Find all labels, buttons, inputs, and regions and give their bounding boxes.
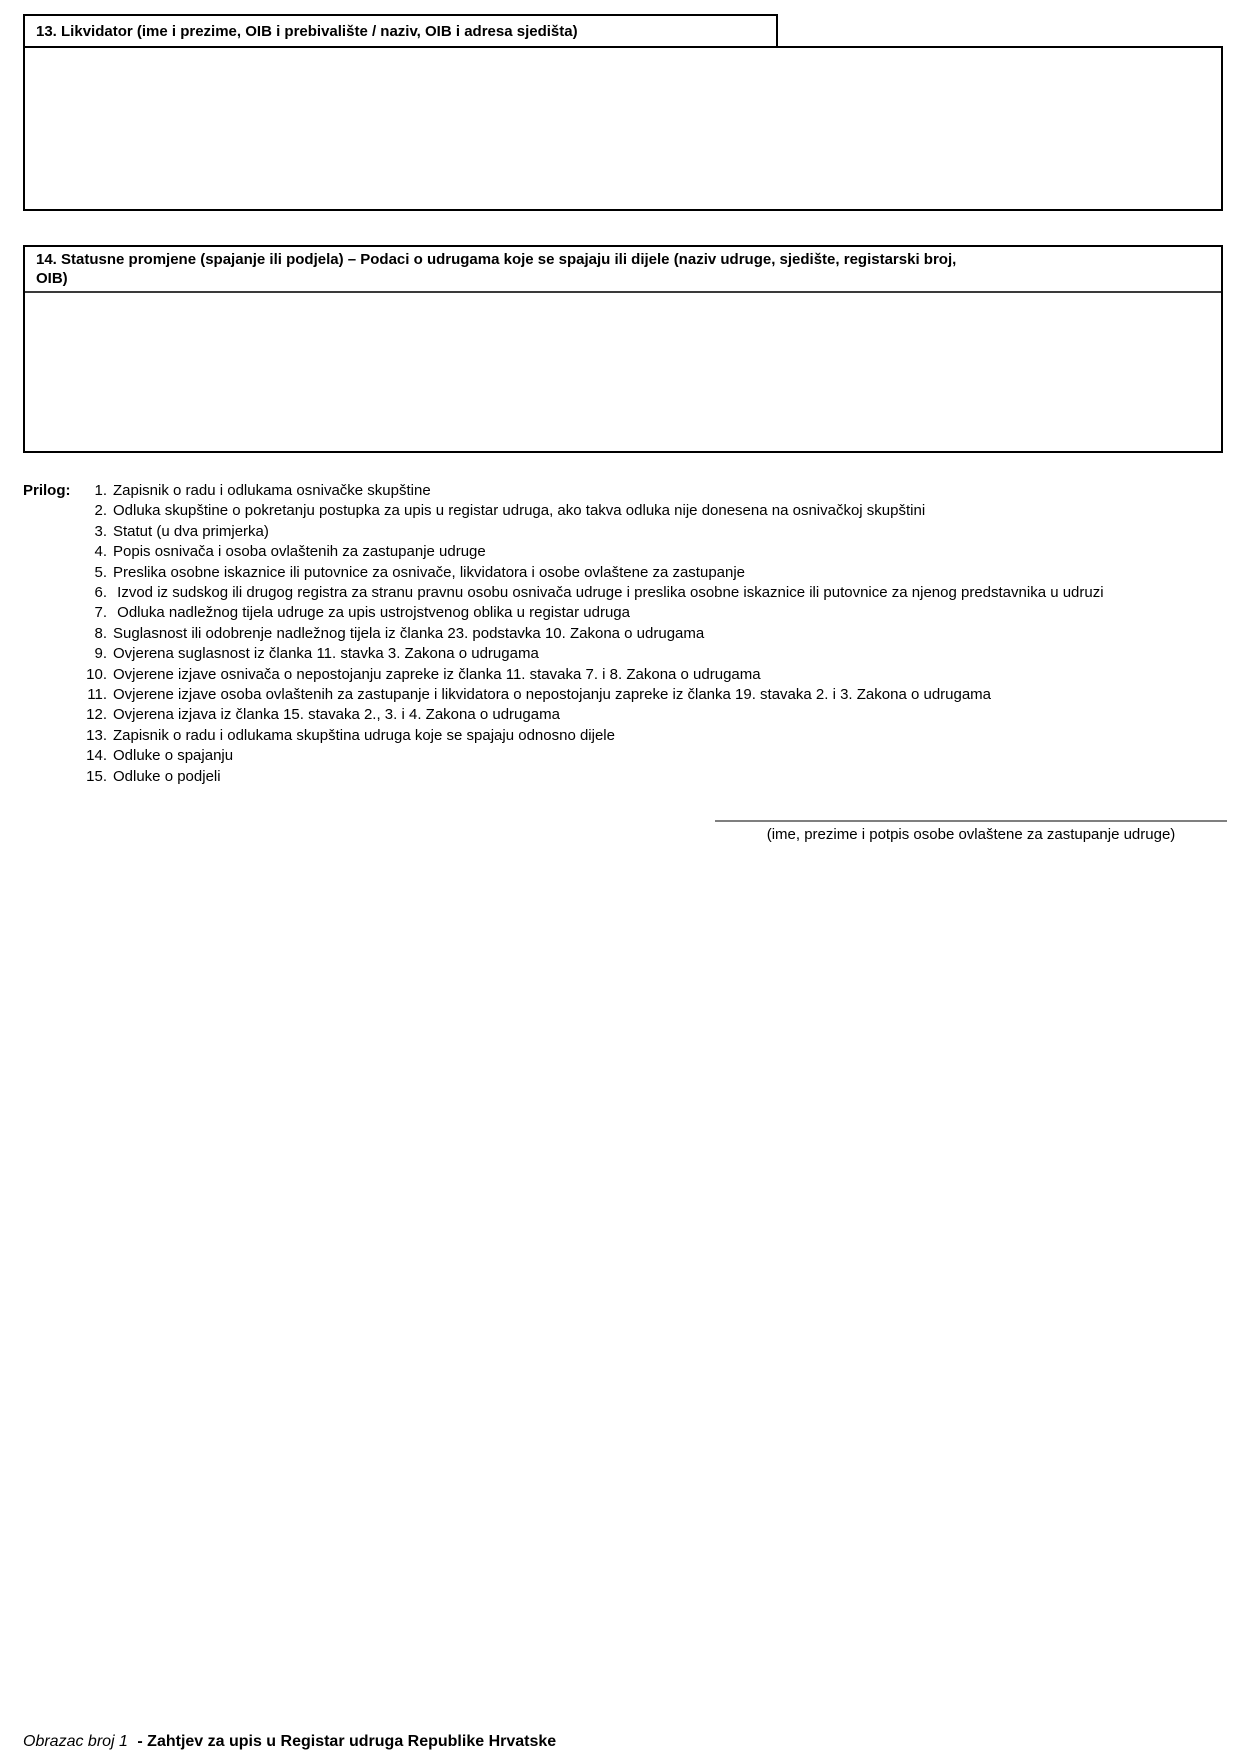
signature-line[interactable] [715, 820, 1227, 822]
prilog-item-text: Zapisnik o radu i odlukama osnivačke skupštine [113, 482, 431, 499]
prilog-block [23, 481, 1245, 787]
section-14-title-line1: 14. Statusne promjene (spajanje ili podjela) – Podaci o udrugama koje se spajaju ili dijele (naziv udruge, sjedište, registarski broj, [36, 251, 957, 268]
signature-caption: (ime, prezime i potpis osobe ovlaštene za zastupanje udruge) [766, 826, 1176, 843]
prilog-item-number: 1. [94, 482, 107, 499]
prilog-item-number: 4. [94, 543, 107, 561]
prilog-item-number: 6. [94, 584, 107, 602]
prilog-item-text: Odluka nadležnog tijela udruge za upis ustrojstvenog oblika u registar udruga [113, 604, 630, 622]
prilog-item [83, 624, 1245, 644]
statusne-promjene-input-area[interactable] [25, 293, 1221, 451]
prilog-item-number: 9. [94, 645, 107, 663]
section-13-title: 13. Likvidator (ime i prezime, OIB i prebivalište / naziv, OIB i adresa sjedišta) [36, 22, 578, 40]
prilog-item-text: Ovjerena izjava iz članka 15. stavaka 2., 3. i 4. Zakona o udrugama [113, 706, 560, 724]
prilog-item-number: 10. [86, 665, 107, 683]
prilog-item [83, 481, 1245, 501]
prilog-item-text: Preslika osobne iskaznice ili putovnice za osnivače, likvidatora i osobe ovlaštene za zastupanje [113, 563, 746, 581]
prilog-item-number: 3. [94, 522, 107, 540]
prilog-item-number: 15. [86, 767, 107, 785]
form-footer [23, 1731, 556, 1753]
prilog-item [83, 665, 1245, 685]
prilog-item-text: Zapisnik o radu i odlukama skupština udruga koje se spajaju odnosno dijele [113, 726, 615, 744]
prilog-item-number: 11. [87, 686, 107, 704]
prilog-item-number: 13. [86, 726, 107, 744]
section-14-box [23, 245, 1223, 453]
section-14-title-line2: OIB) [36, 270, 68, 287]
prilog-item-number: 7. [94, 604, 107, 622]
footer-form-title: - Zahtjev za upis u Registar udruga Republike Hrvatske [137, 1733, 557, 1750]
prilog-list [83, 481, 1245, 787]
prilog-item-number: 14. [86, 747, 107, 765]
prilog-item-text: Ovjerene izjave osnivača o nepostojanju zapreke iz članka 11. stavaka 7. i 8. Zakona o udrugama [113, 665, 761, 683]
signature-block [715, 820, 1227, 843]
prilog-item-text: Odluke o podjeli [113, 767, 221, 785]
section-13-header [23, 14, 778, 48]
likvidator-input-area[interactable] [23, 46, 1223, 211]
prilog-item [83, 563, 1245, 583]
section-14-header [25, 247, 1221, 293]
prilog-item-text: Izvod iz sudskog ili drugog registra za stranu pravnu osobu osnivača udruge i preslika osobne iskaznice ili putovnice za njenog predstavnika u udruzi [113, 584, 1104, 602]
prilog-item-text: Statut (u dva primjerka) [113, 522, 269, 540]
prilog-item [83, 746, 1245, 766]
prilog-item [83, 767, 1245, 787]
footer-form-number: Obrazac broj 1 [23, 1733, 128, 1750]
prilog-item-number: 12. [86, 706, 107, 724]
prilog-item [83, 542, 1245, 562]
prilog-item [83, 644, 1245, 664]
prilog-item-text: Popis osnivača i osoba ovlaštenih za zastupanje udruge [113, 543, 486, 561]
prilog-item-text: Ovjerene izjave osoba ovlaštenih za zastupanje i likvidatora o nepostojanju zapreke iz članka 19. stavaka 2. i 3. Zakona o udrugama [113, 686, 992, 704]
prilog-item [83, 726, 1245, 746]
prilog-item-text: Suglasnost ili odobrenje nadležnog tijela iz članka 23. podstavka 10. Zakona o udrugama [113, 624, 705, 642]
prilog-item [83, 522, 1245, 542]
prilog-item-text: Odluka skupštine o pokretanju postupka za upis u registar udruga, ako takva odluka nije donesena na osnivačkoj skupštini [113, 502, 926, 520]
prilog-item [83, 603, 1245, 623]
prilog-item-text: Odluke o spajanju [113, 747, 234, 765]
prilog-item-number: 8. [94, 624, 107, 642]
prilog-item [83, 583, 1245, 603]
prilog-item-number: 2. [94, 502, 107, 520]
prilog-item [83, 501, 1245, 521]
prilog-item [83, 705, 1245, 725]
prilog-item-number: 5. [94, 563, 107, 581]
prilog-label: Prilog: [23, 482, 71, 499]
prilog-item [83, 685, 1245, 705]
prilog-item-text: Ovjerena suglasnost iz članka 11. stavka 3. Zakona o udrugama [113, 645, 539, 663]
